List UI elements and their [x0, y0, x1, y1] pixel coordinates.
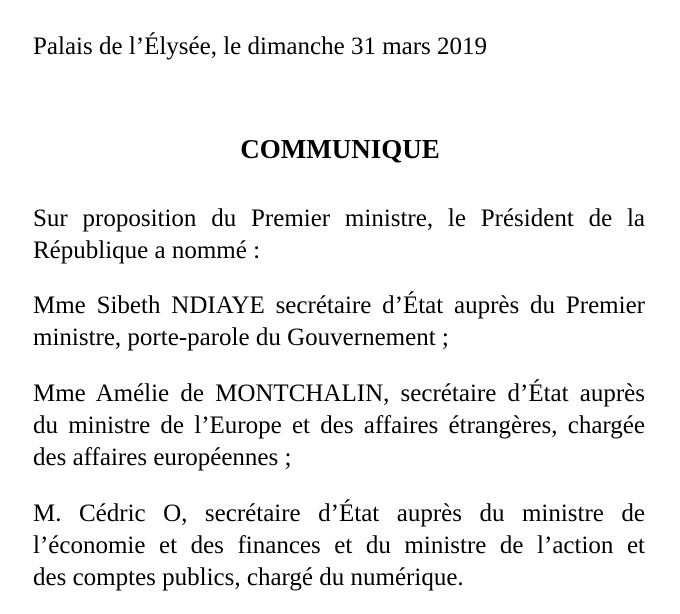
paragraph-line: l’économie et des finances et du ministre de l’action et: [33, 532, 645, 559]
paragraph-line: M. Cédric O, secrétaire d’État auprès du ministre de: [33, 500, 645, 527]
paragraph-line: Mme Sibeth NDIAYE secrétaire d’État auprès du Premier: [33, 292, 645, 319]
paragraph-line: République a nommé :: [33, 237, 261, 264]
paragraph-appointment-ndiaye: [33, 290, 645, 354]
paragraph-line: ministre, porte-parole du Gouvernement ;: [33, 324, 449, 351]
paragraph-line: du ministre de l’Europe et des affaires étrangères, chargée: [33, 412, 645, 439]
dateline: Palais de l’Élysée, le dimanche 31 mars 2019: [33, 33, 488, 60]
paragraph-appointment-montchalin: [33, 378, 645, 474]
paragraph-appointment-cedric-o: [33, 498, 645, 594]
paragraph-line: Sur proposition du Premier ministre, le Président de la: [33, 205, 645, 232]
document-title: COMMUNIQUE: [240, 134, 440, 164]
paragraph-line: des comptes publics, chargé du numérique.: [33, 564, 464, 591]
paragraph-line: Mme Amélie de MONTCHALIN, secrétaire d’État auprès: [33, 380, 645, 407]
paragraph-nomination-intro: [33, 203, 645, 267]
paragraph-line: des affaires européennes ;: [33, 444, 292, 471]
